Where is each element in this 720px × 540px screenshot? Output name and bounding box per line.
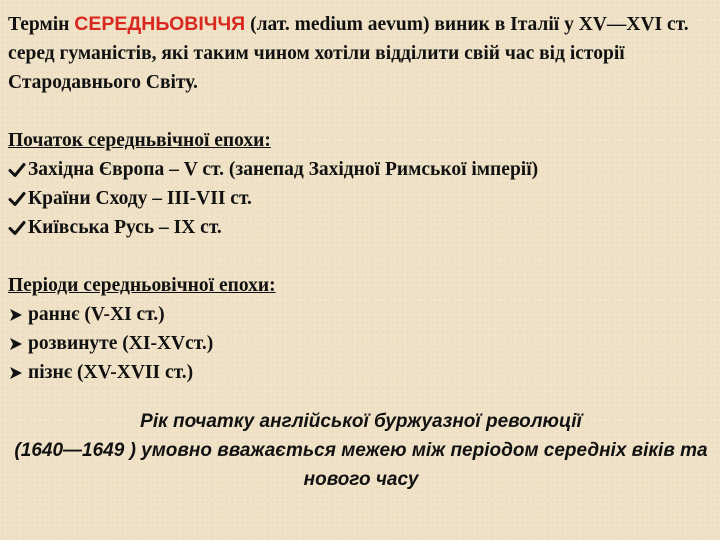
slide-content <box>8 10 714 494</box>
arrow-right-icon <box>8 307 28 323</box>
beginning-item-3: Київська Русь – IX ст. <box>28 217 222 238</box>
period-item-3: пізнє (XV-XVII ст.) <box>28 362 194 383</box>
list-item <box>8 184 714 213</box>
periods-heading: Періоди середньовічної епохи: <box>8 275 276 296</box>
beginning-item-1: Західна Європа – V ст. (занепад Західної Римської імперії) <box>28 159 539 180</box>
intro-prefix: Термін <box>8 14 75 35</box>
intro-rest: (лат. medium aevum) виник в Італії у XV—XVI ст. серед гуманістів, які таким чином хотіли відділити свій час від історії Стародавнього Світу. <box>8 14 689 93</box>
list-item <box>8 300 714 329</box>
checkmark-icon <box>8 161 28 179</box>
intro-paragraph <box>8 10 714 97</box>
period-item-2: розвинуте (XI-XVст.) <box>28 333 214 354</box>
beginning-item-2: Країни Сходу – III-VII ст. <box>28 188 252 209</box>
checkmark-icon <box>8 219 28 237</box>
closing-paragraph <box>8 407 714 494</box>
term-highlight: СЕРЕДНЬОВІЧЧЯ <box>74 13 246 35</box>
list-item <box>8 358 714 387</box>
checkmark-icon <box>8 190 28 208</box>
list-item <box>8 213 714 242</box>
beginning-heading: Початок середньвічної епохи: <box>8 130 271 151</box>
period-item-1: раннє (V-XI ст.) <box>28 304 165 325</box>
arrow-right-icon <box>8 336 28 352</box>
closing-line-1: Рік початку англійської буржуазної революції <box>140 411 582 432</box>
list-item <box>8 155 714 184</box>
arrow-right-icon <box>8 365 28 381</box>
closing-line-2: (1640—1649 ) умовно вважається межею між періодом середніх віків та нового часу <box>14 440 708 490</box>
list-item <box>8 329 714 358</box>
